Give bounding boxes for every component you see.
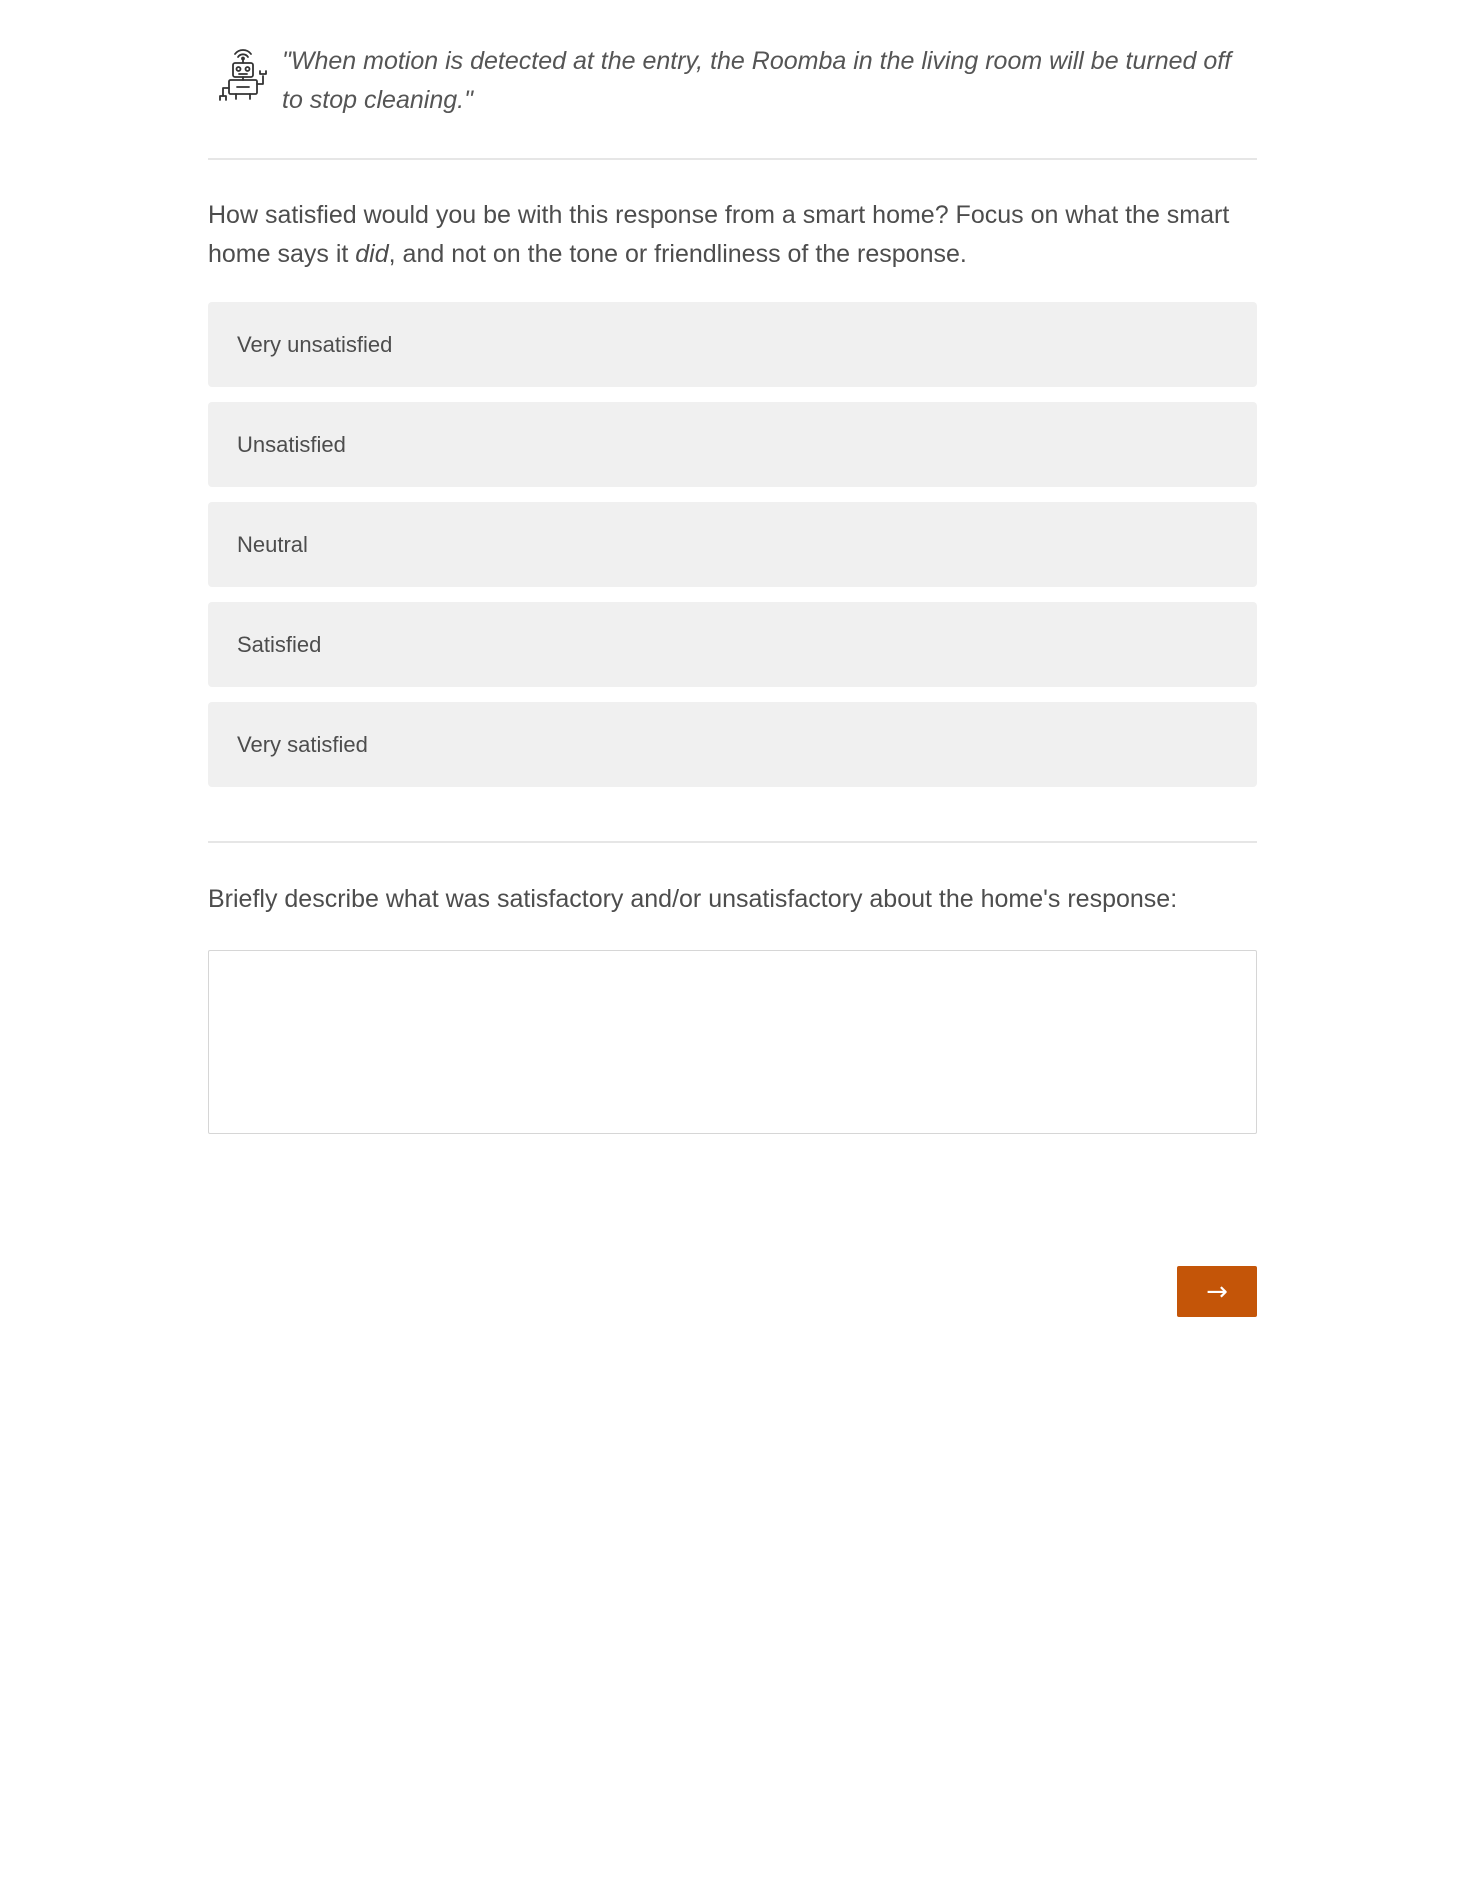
describe-label: Briefly describe what was satisfactory and/or unsatisfactory about the home's response:	[208, 885, 1178, 913]
option-neutral[interactable]: Neutral	[208, 502, 1257, 587]
question-emphasis: did	[355, 240, 389, 268]
describe-textarea[interactable]	[208, 950, 1257, 1134]
home-response-quote	[208, 0, 1257, 159]
satisfaction-options	[208, 302, 1257, 802]
option-unsatisfied[interactable]: Unsatisfied	[208, 402, 1257, 487]
robot-icon	[213, 46, 273, 106]
divider	[208, 158, 1257, 160]
question-text-end: , and not on the tone or friendliness of the response.	[388, 240, 967, 268]
divider	[208, 841, 1257, 843]
question-text	[208, 196, 1257, 274]
next-button[interactable]: →	[1177, 1266, 1257, 1317]
survey-column	[208, 0, 1257, 1307]
quote-text: "When motion is detected at the entry, the Roomba in the living room will be turned off to stop cleaning."	[282, 47, 1232, 114]
option-satisfied[interactable]: Satisfied	[208, 602, 1257, 687]
option-very-unsatisfied[interactable]: Very unsatisfied	[208, 302, 1257, 387]
option-very-satisfied[interactable]: Very satisfied	[208, 702, 1257, 787]
question-text-start: How satisfied would you be with this response from a smart home? Focus on what the smart home says it	[208, 201, 1230, 268]
